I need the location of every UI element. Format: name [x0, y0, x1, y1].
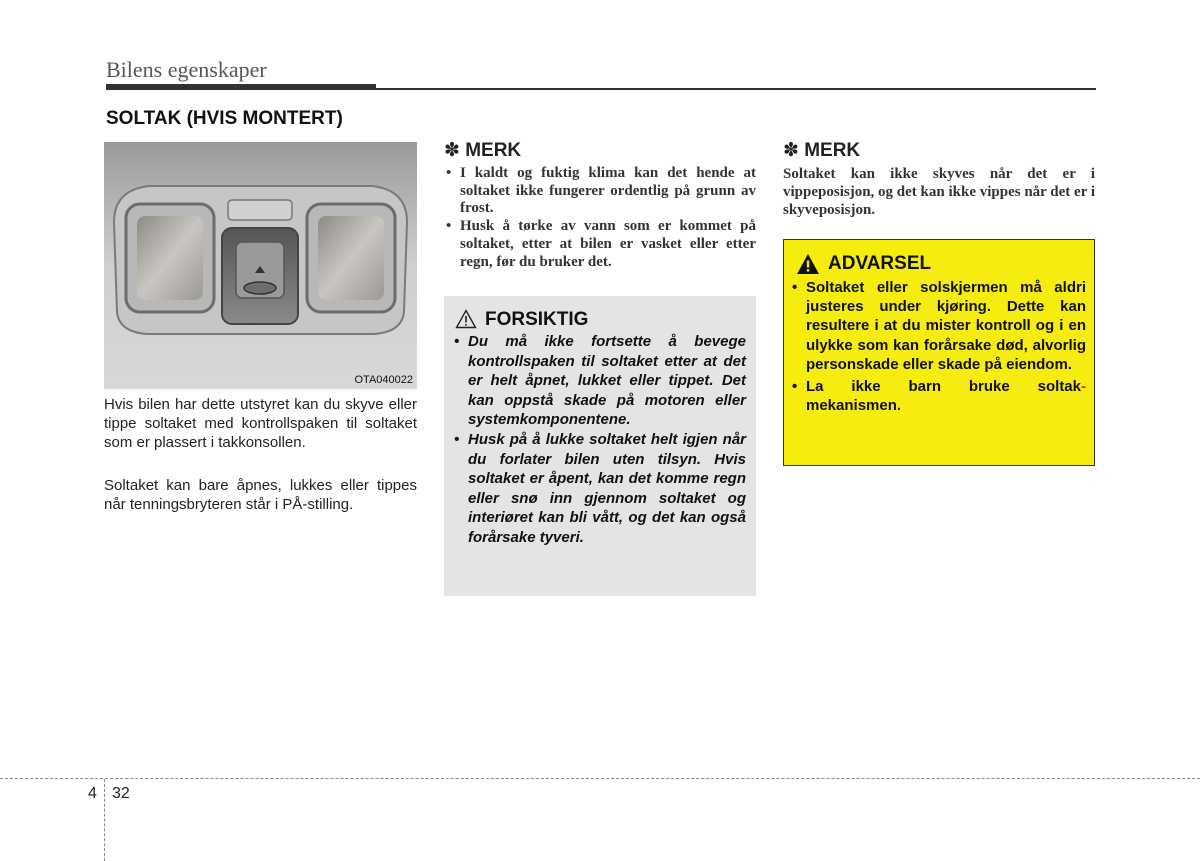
intro-paragraph: Hvis bilen har dette utstyret kan du skyve eller tippe soltaket med kontrollspaken til soltaket som er plassert i takkonsollen.: [104, 396, 417, 451]
list-item: • La ikke barn bruke soltak- mekanismen.: [792, 378, 1086, 415]
note-text: Soltaket kan ikke skyves når det er i vippeposisjon, og det kan ikke vippes når det er i skyveposisjon.: [783, 166, 1096, 218]
warning-bullet-list: [790, 278, 1086, 415]
warning-triangle-icon: [796, 253, 820, 275]
section-title: SOLTAK (HVIS MONTERT): [106, 108, 343, 129]
ignition-paragraph: Soltaket kan bare åpnes, lukkes eller tippes når tenningsbryteren står i PÅ-stilling.: [104, 477, 417, 513]
note-title: MERK: [465, 140, 522, 161]
caution-title: FORSIKTIG: [485, 309, 589, 330]
page-number: 32: [112, 785, 130, 802]
note-star-icon: ✽: [783, 140, 799, 161]
note-bullet-list: [444, 165, 756, 271]
caution-triangle-icon: [455, 309, 477, 329]
caution-bullet-list: [452, 332, 746, 548]
note-heading: [783, 139, 860, 162]
hyphen-mark: -: [1081, 378, 1086, 396]
list-item: • Husk å tørke av vann som er kommet på soltaket, etter at bilen er vasket eller etter regn, før du bruker det.: [446, 218, 756, 270]
chapter-number: 4: [88, 785, 97, 802]
list-item: • Soltaket eller solskjermen må aldri justeres under kjøring. Dette kan resultere i at du mister kontroll og i en ulykke som kan forårsake død, alvorlig personskade eller skade på eiendom.: [792, 279, 1086, 373]
footer-divider: [104, 779, 105, 861]
list-item: • Du må ikke fortsette å bevege kontrollspaken til soltaket etter at det er helt åpnet, lukket eller tippet. Det kan oppstå skade på motoren eller systemkomponentene.: [454, 333, 746, 429]
overhead-console-photo: [104, 142, 417, 389]
image-caption: OTA040022: [354, 374, 413, 386]
note-title: MERK: [804, 140, 861, 161]
list-item: • I kaldt og fuktig klima kan det hende at soltaket ikke fungerer ordentlig på grunn av frost.: [446, 165, 756, 217]
note-star-icon: ✽: [444, 140, 460, 161]
header-rule: [106, 88, 1096, 90]
note-heading: [444, 139, 521, 162]
footer-rule: [0, 778, 1200, 779]
list-item: • Husk på å lukke soltaket helt igjen når du forlater bilen uten tilsyn. Hvis soltaket er åpent, kan det komme regn eller snø inn gjennom soltaket og interiøret kan bli vått, og det kan også forårsake tyveri.: [454, 430, 746, 546]
overhead-console-illustration: [104, 142, 417, 389]
running-header: Bilens egenskaper: [106, 57, 267, 82]
warning-title: ADVARSEL: [828, 253, 932, 274]
